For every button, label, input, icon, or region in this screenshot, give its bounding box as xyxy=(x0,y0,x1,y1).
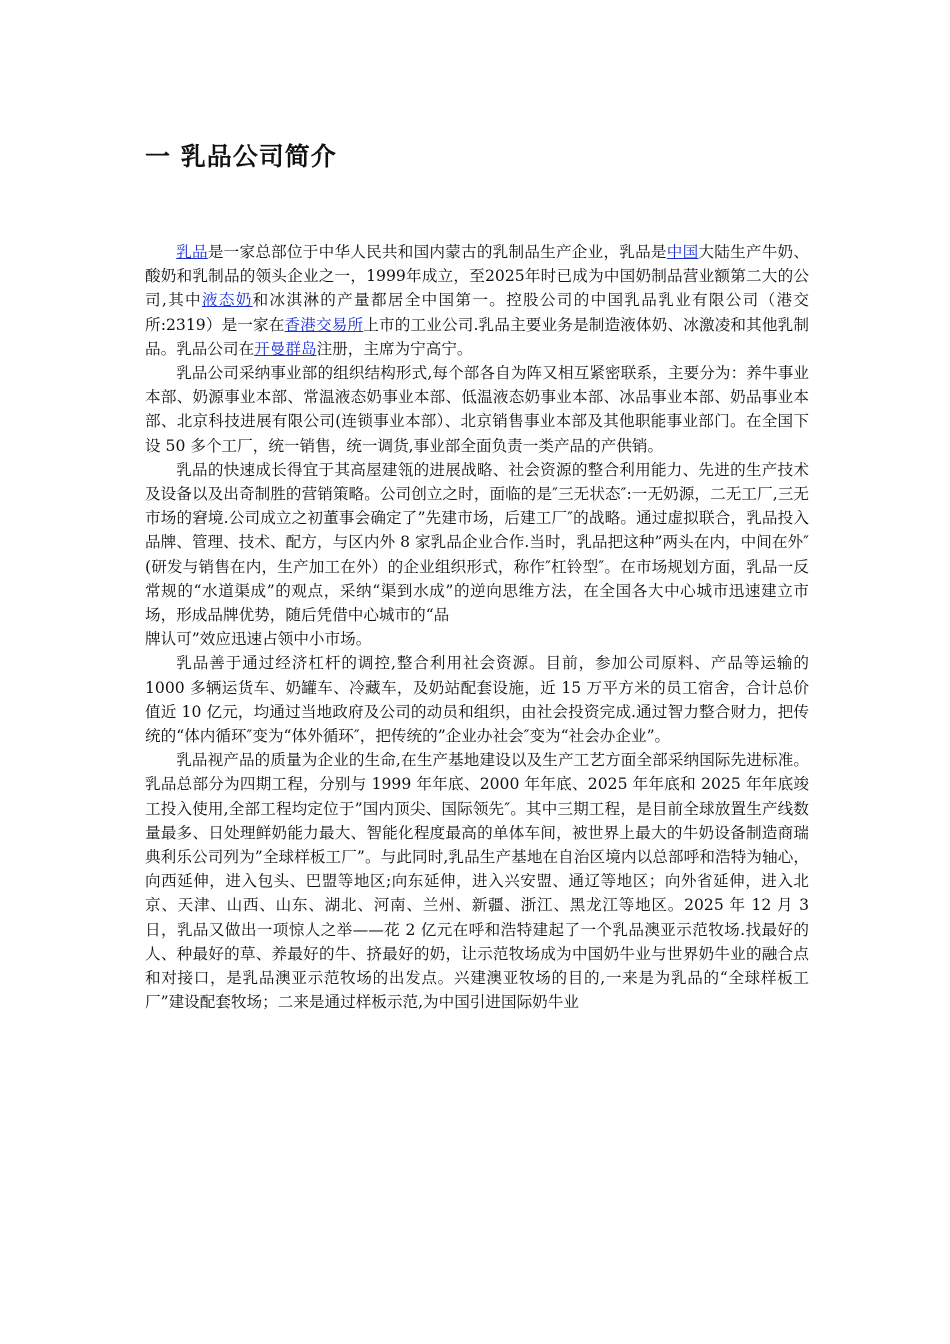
link-hkex[interactable]: 香港交易所 xyxy=(284,315,364,334)
paragraph-resources: 乳品善于通过经济杠杆的调控,整合利用社会资源。目前，参加公司原料、产品等运输的 1000 多辆运货车、奶罐车、冷藏车，及奶站配套设施，近 15 万平方米的员工宿舍，合计总价值近 10 亿元，均通过当地政府及公司的动员和组织，由社会投资完成.通过智力整合财力，把传统的“体内循环″变为“体外循环″，把传统的”企业办社会″变为“社会办企业”。 xyxy=(145,654,809,746)
paragraph-strategy: 乳品的快速成长得宜于其高屋建瓴的进展战略、社会资源的整合利用能力、先进的生产技术及设备以及出奇制胜的营销策略。公司创立之时，面临的是″三无状态″:一无奶源，二无工厂,三无市场的窘境.公司成立之初董事会确定了”先建市场，后建工厂″的战略。通过虚拟联合，乳品投入品牌、管理、技术、配方，与区内外 8 家乳品企业合作.当时，乳品把这种”两头在内，中间在外″(研发与销售在内，生产加工在外）的企业组织形式，称作″杠铃型″。在市场规划方面，乳品一反常规的“水道渠成”的观点，采纳“渠到水成”的逆向思维方法，在全国各大中心城市迅速建立市场，形成品牌优势，随后凭借中心城市的“品 xyxy=(145,460,809,625)
paragraph-company-overview xyxy=(145,240,809,361)
document-body xyxy=(145,240,809,1015)
paragraph-strategy-continued: 牌认可”效应迅速占领中小市场。 xyxy=(145,630,372,649)
paragraph-quality: 乳品视产品的质量为企业的生命,在生产基地建设以及生产工艺方面全部采纳国际先进标准。乳品总部分为四期工程，分别与 1999 年年底、2000 年年底、2025 年年底和 2025 年年底竣工投入使用,全部工程均定位于”国内顶尖、国际领先″。其中三期工程，是目前全球放置生产线数量最多、日处理鲜奶能力最大、智能化程度最高的单体车间，被世界上最大的牛奶设备制造商瑞典利乐公司列为”全球样板工厂”。与此同时,乳品生产基地在自治区境内以总部呼和浩特为轴心，向西延伸，进入包头、巴盟等地区;向东延伸，进入兴安盟、通辽等地区；向外省延伸，进入北京、天津、山西、山东、湖北、河南、兰州、新疆、浙江、黑龙江等地区。2025 年 12 月 3 日，乳品又做出一项惊人之举——花 2 亿元在呼和浩特建起了一个乳品澳亚示范牧场.找最好的人、种最好的草、养最好的牛、挤最好的奶，让示范牧场成为中国奶牛业与世界奶牛业的融合点和对接口，是乳品澳亚示范牧场的出发点。兴建澳亚牧场的目的,一来是为乳品的“全球样板工厂”建设配套牧场；二来是通过样板示范,为中国引进国际奶牛业 xyxy=(145,751,809,1012)
paragraph-text: 是一家总部位于中华人民共和国内蒙古的乳制品生产企业，乳品是 xyxy=(207,243,667,261)
page-title: 一 乳品公司简介 xyxy=(145,142,337,171)
link-cayman-islands[interactable]: 开曼群岛 xyxy=(254,339,317,358)
paragraph-text: 大陆生产牛奶、酸奶和乳制品的领头企业之一，1999年成立，至2025年时已成为中国奶制品营业额第二大的公司,其中 xyxy=(145,243,809,310)
paragraph-organization: 乳品公司采纳事业部的组织结构形式,每个部各自为阵又相互紧密联系，主要分为：养牛事业本部、奶源事业本部、常温液态奶事业本部、低温液态奶事业本部、冰品事业本部、奶品事业本部、北京科技进展有限公司(连锁事业本部）、北京销售事业本部及其他职能事业部门。在全国下设 50 多个工厂，统一销售，统一调货,事业部全面负责一类产品的产供销。 xyxy=(145,364,809,455)
paragraph-text: 上市的工业公司.乳品主要业务是制造液体奶、冰激凌和其他乳制品。乳品公司在 xyxy=(145,315,809,358)
paragraph-text: 注册，主席为宁高宁。 xyxy=(316,339,473,358)
link-china[interactable]: 中国 xyxy=(666,243,699,261)
link-liquid-milk[interactable]: 液态奶 xyxy=(201,291,253,310)
link-rupin[interactable]: 乳品 xyxy=(176,243,208,261)
paragraph-text: 和冰淇淋的产量都居全中国第一。控股公司的中国乳品乳业有限公司（港交所:2319）是一家在 xyxy=(145,291,809,334)
